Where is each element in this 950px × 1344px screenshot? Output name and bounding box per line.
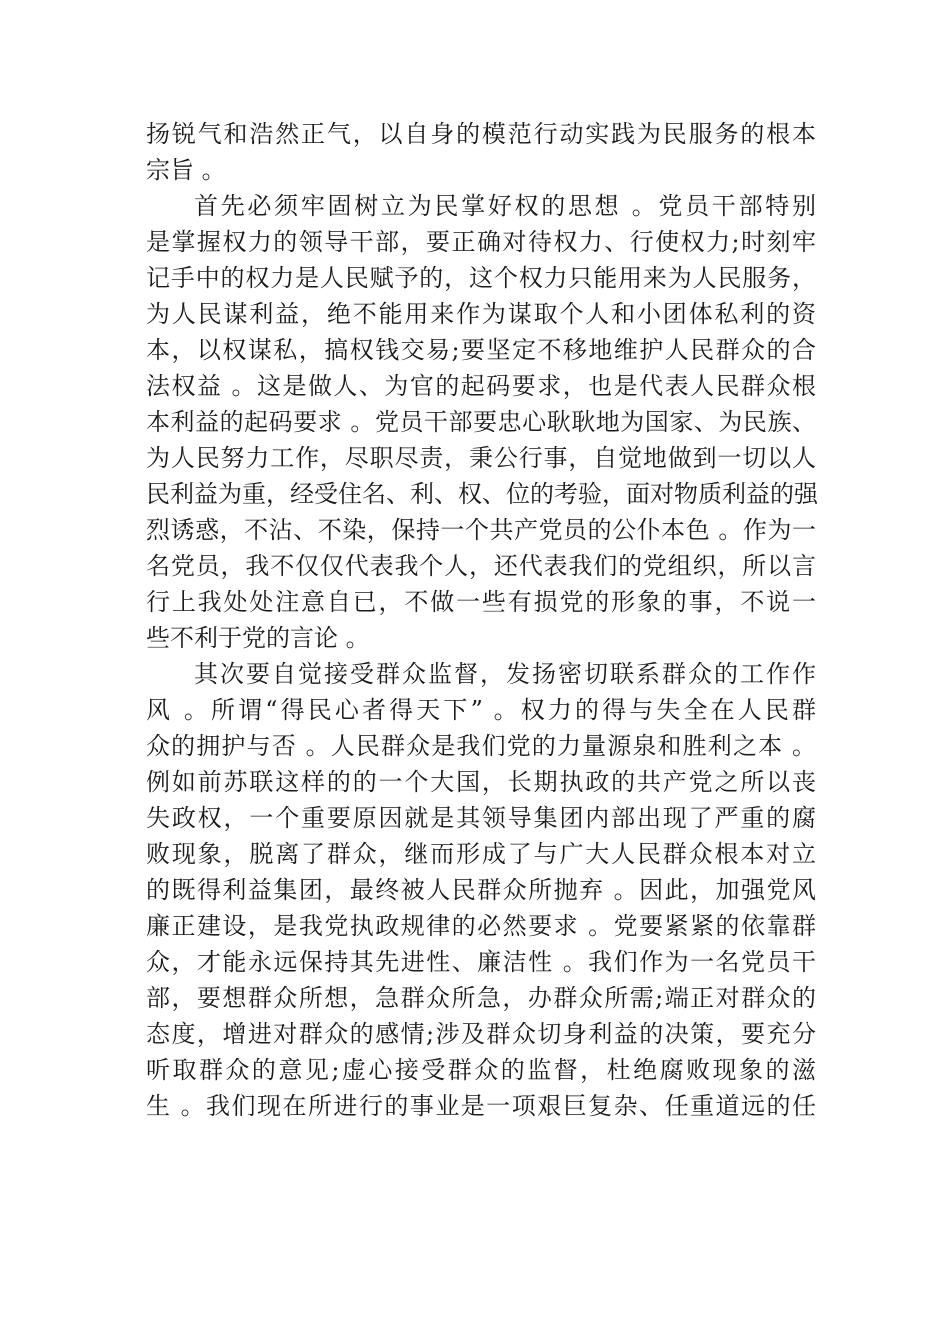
text-line: 生 。我们现在所进行的事业是一项艰巨复杂、任重道远的任: [146, 1092, 816, 1120]
text-line: 听取群众的意见;虚心接受群众的监督，杜绝腐败现象的滋: [146, 1056, 816, 1084]
text-line: 扬锐气和浩然正气，以自身的模范行动实践为民服务的根本: [146, 120, 816, 148]
text-line: 名党员，我不仅仅代表我个人，还代表我们的党组织，所以言: [146, 552, 816, 580]
text-line: 为人民谋利益，绝不能用来作为谋取个人和小团体私利的资: [146, 300, 816, 328]
text-line: 例如前苏联这样的的一个大国，长期执政的共产党之所以丧: [146, 768, 816, 796]
text-line: 是掌握权力的领导干部，要正确对待权力、行使权力;时刻牢: [146, 228, 816, 256]
text-line: 风 。所谓“得民心者得天下” 。权力的得与失全在人民群: [146, 696, 816, 724]
text-line: 本利益的起码要求 。党员干部要忠心耿耿地为国家、为民族、: [146, 408, 816, 436]
text-line: 的既得利益集团，最终被人民群众所抛弃 。因此，加强党风: [146, 876, 816, 904]
text-line: 众，才能永远保持其先进性、廉洁性 。我们作为一名党员干: [146, 948, 816, 976]
text-line: 行上我处处注意自已，不做一些有损党的形象的事，不说一: [146, 588, 816, 616]
text-line: 部，要想群众所想，急群众所急，办群众所需;端正对群众的: [146, 984, 816, 1012]
text-line: 宗旨 。: [146, 156, 226, 184]
text-line: 民利益为重，经受住名、利、权、位的考验，面对物质利益的强: [146, 480, 818, 508]
text-line: 法权益 。这是做人、为官的起码要求，也是代表人民群众根: [146, 372, 816, 400]
document-body: [146, 116, 816, 1124]
text-line: 为人民努力工作，尽职尽责，秉公行事，自觉地做到一切以人: [146, 444, 816, 472]
text-line: 记手中的权力是人民赋予的，这个权力只能用来为人民服务，: [146, 264, 816, 292]
text-line: 态度，增进对群众的感情;涉及群众切身利益的决策，要充分: [146, 1020, 816, 1048]
text-line: 烈诱惑，不沾、不染，保持一个共产党员的公仆本色 。作为一: [146, 516, 816, 544]
paragraph-start-line: 其次要自觉接受群众监督，发扬密切联系群众的工作作: [194, 660, 816, 688]
text-line: 廉正建设，是我党执政规律的必然要求 。党要紧紧的依靠群: [146, 912, 816, 940]
text-line: 本，以权谋私，搞权钱交易;要坚定不移地维护人民群众的合: [146, 336, 816, 364]
paragraph-start-line: 首先必须牢固树立为民掌好权的思想 。党员干部特别: [194, 192, 816, 220]
text-line: 众的拥护与否 。人民群众是我们党的力量源泉和胜利之本 。: [146, 732, 816, 760]
text-line: 些不利于党的言论 。: [146, 624, 370, 652]
text-line: 失政权，一个重要原因就是其领导集团内部出现了严重的腐: [146, 804, 816, 832]
text-line: 败现象，脱离了群众，继而形成了与广大人民群众根本对立: [146, 840, 816, 868]
